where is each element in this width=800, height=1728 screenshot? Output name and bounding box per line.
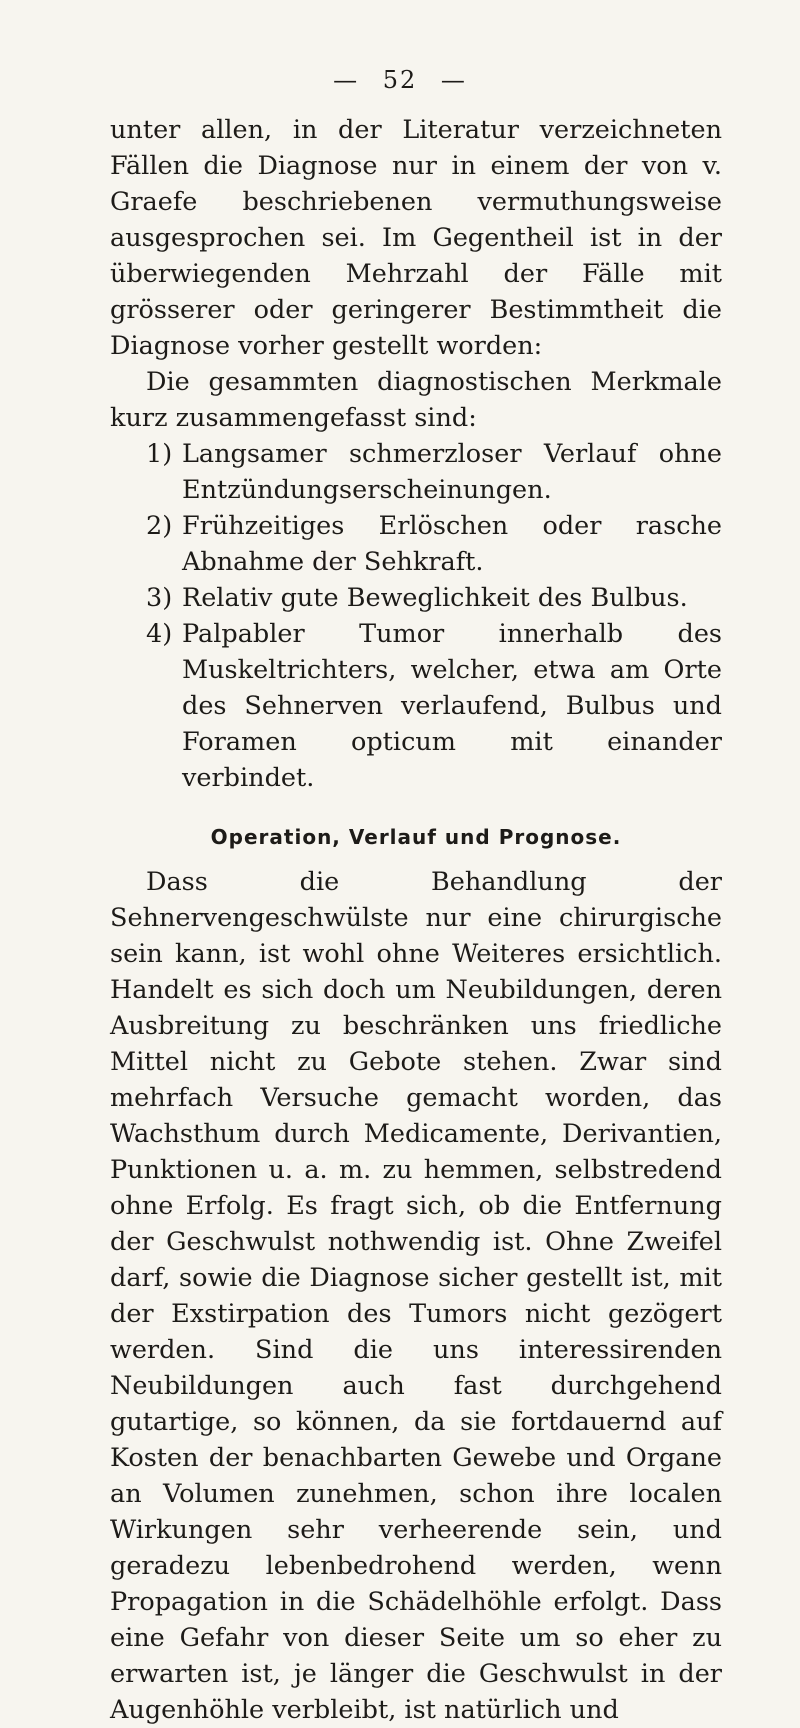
page-body	[110, 112, 722, 1728]
paragraph-summary-intro: Die gesammten diagnostischen Merkmale kurz zusammengefasst sind:	[110, 367, 722, 433]
section-heading: Operation, Verlauf und Prognose.	[210, 825, 622, 849]
list-item	[110, 616, 722, 796]
list-item-number: 1)	[146, 439, 173, 469]
list-item-number: 2)	[146, 511, 173, 541]
list-item-text: Frühzeitiges Erlöschen oder rasche Abnahme der Sehkraft.	[182, 511, 722, 577]
list-item	[110, 436, 722, 508]
diagnostic-criteria-list	[110, 436, 722, 796]
list-item	[110, 580, 722, 616]
list-item-text: Langsamer schmerzloser Verlauf ohne Entzündungserscheinungen.	[182, 439, 722, 505]
list-item-text: Relativ gute Beweglichkeit des Bulbus.	[182, 583, 688, 613]
paragraph-treatment: Dass die Behandlung der Sehnervengeschwülste nur eine chirurgische sein kann, ist wohl ohne Weiteres ersichtlich. Handelt es sich doch um Neubildungen, deren Ausbreitung zu beschränken uns friedliche Mittel nicht zu Gebote stehen. Zwar sind mehrfach Versuche gemacht worden, das Wachsthum durch Medicamente, Derivantien, Punktionen u. a. m. zu hemmen, selbstredend ohne Erfolg. Es fragt sich, ob die Entfernung der Geschwulst nothwendig ist. Ohne Zweifel darf, sowie die Diagnose sicher gestellt ist, mit der Exstirpation des Tumors nicht gezögert werden. Sind die uns interessirenden Neubildungen auch fast durchgehend gutartige, so können, da sie fortdauernd auf Kosten der benachbarten Gewebe und Organe an Volumen zunehmen, schon ihre localen Wirkungen sehr verheerende sein, und geradezu lebenbedrohend werden, wenn Propagation in die Schädelhöhle erfolgt. Dass eine Gefahr von dieser Seite um so eher zu erwarten ist, je länger die Geschwulst in der Augenhöhle verbleibt, ist natürlich und	[110, 867, 722, 1725]
page-number: — 52 —	[333, 66, 467, 94]
list-item	[110, 508, 722, 580]
paragraph-opening: unter allen, in der Literatur verzeichneten Fällen die Diagnose nur in einem der von v. Graefe beschriebenen vermuthungsweise ausgesprochen sei. Im Gegentheil ist in der überwiegenden Mehrzahl der Fälle mit grösserer oder geringerer Bestimmtheit die Diagnose vorher gestellt worden:	[110, 115, 722, 361]
list-item-number: 4)	[146, 619, 173, 649]
list-item-text: Palpabler Tumor innerhalb des Muskeltrichters, welcher, etwa am Orte des Sehnerven verlaufend, Bulbus und Foramen opticum mit einander verbindet.	[182, 619, 722, 793]
list-item-number: 3)	[146, 583, 173, 613]
